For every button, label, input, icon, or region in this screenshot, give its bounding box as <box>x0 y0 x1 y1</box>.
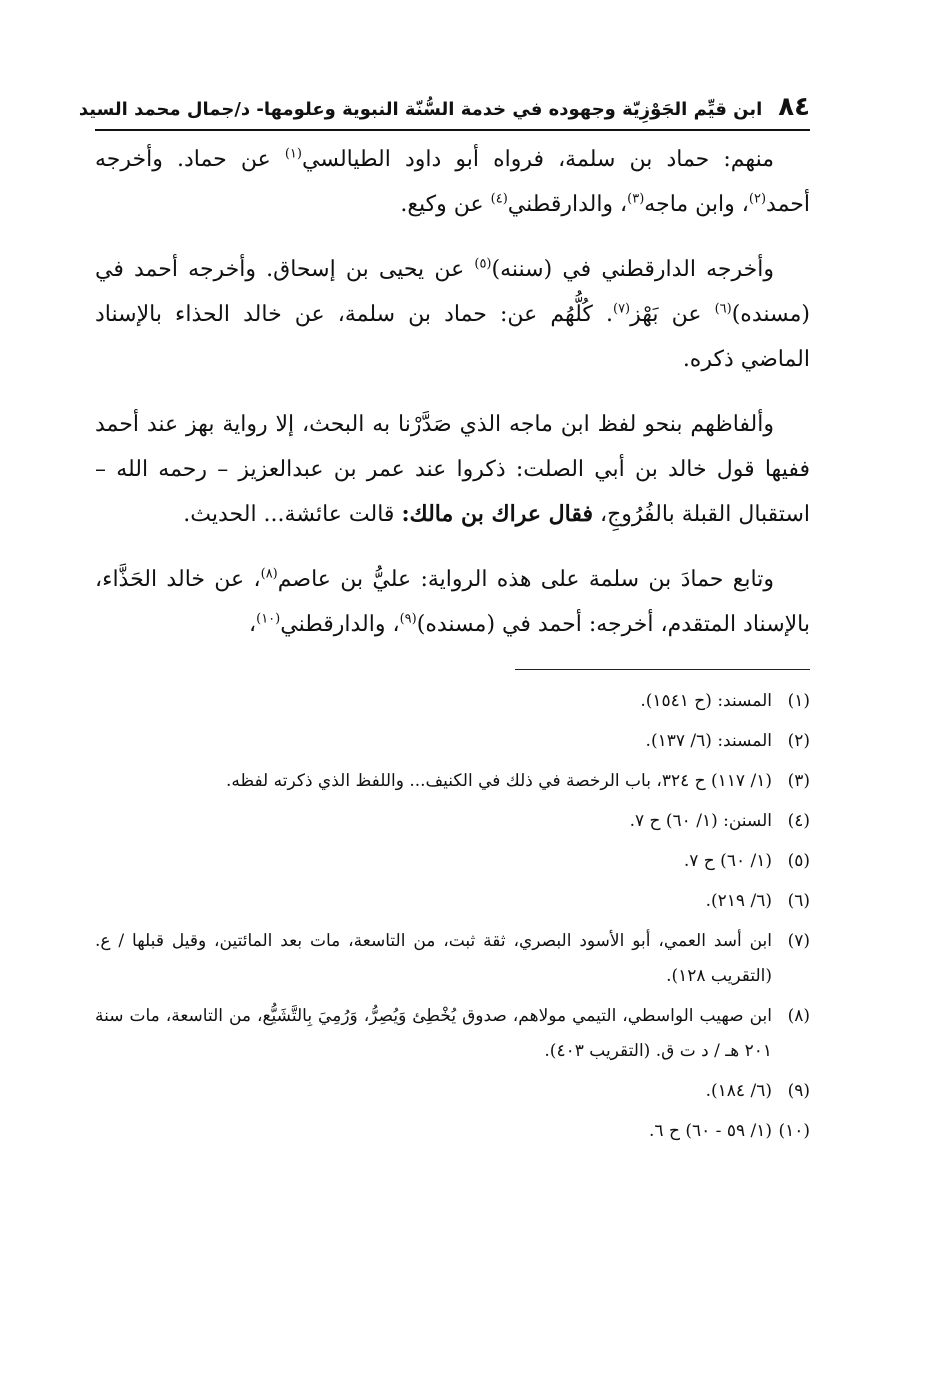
footnote-number: (٩) <box>787 1081 810 1101</box>
footnote-number: (٢) <box>787 731 810 751</box>
footnote-number: (١) <box>787 691 810 711</box>
footnote <box>95 1074 810 1109</box>
text-run: ، <box>249 612 257 637</box>
footnote <box>95 1114 810 1149</box>
text-run: . كُلُّهُم عن: حماد بن سلمة، عن خالد الحذاء بالإسناد الماضي ذكره. <box>95 302 810 372</box>
text-run: منهم: حماد بن سلمة، فرواه أبو داود الطيالسي <box>301 147 774 172</box>
footnote-text: (٦/ ١٨٤). <box>705 1081 772 1101</box>
text-run: ، وابن ماجه <box>644 192 749 217</box>
footnote <box>95 884 810 919</box>
footnote-ref[interactable]: (٢) <box>748 191 767 207</box>
paragraph <box>95 402 810 537</box>
footnote <box>95 684 810 719</box>
text-run: وأخرجه الدارقطني في (سننه) <box>491 257 775 282</box>
footnote-text: ابن أسد العمي، أبو الأسود البصري، ثقة ثبت، من التاسعة، مات بعد المائتين، وقيل قبلها / ع. (التقريب ١٢٨). <box>95 931 772 986</box>
footnote-text: المسند: (٦/ ١٣٧). <box>645 731 772 751</box>
footnote-number: (١٠) <box>778 1121 810 1141</box>
footnote-number: (٧) <box>787 931 810 951</box>
footnote-text: (١/ ١١٧) ح ٣٢٤، باب الرخصة في ذلك في الكنيف... واللفظ الذي ذكرته لفظه. <box>225 771 772 791</box>
text-run: عن وكيع. <box>400 192 491 217</box>
footnote-text: (١/ ٥٩ - ٦٠) ح ٦. <box>649 1121 772 1141</box>
footnote-ref[interactable]: (٦) <box>714 301 732 317</box>
book-page <box>78 85 811 1365</box>
footnote-ref[interactable]: (٣) <box>627 191 645 207</box>
text-run: وتابع حمادَ بن سلمة على هذه الرواية: عليُّ بن عاصم <box>277 567 774 592</box>
footnote <box>95 999 810 1069</box>
footnote <box>95 804 810 839</box>
footnote <box>95 724 810 759</box>
footnote <box>95 764 810 799</box>
bold-text-run: فقال عراك بن مالك: <box>401 501 593 527</box>
footnote-ref[interactable]: (١٠) <box>256 611 281 627</box>
text-run: عن بَهْز <box>630 302 715 327</box>
footnotes <box>95 684 810 1149</box>
footnote <box>95 924 810 994</box>
footnote-divider <box>515 669 810 670</box>
footnote <box>95 844 810 879</box>
text-run: ، والدارقطني <box>280 612 400 637</box>
paragraph <box>95 247 810 382</box>
footnote-ref[interactable]: (٤) <box>490 191 508 207</box>
footnote-ref[interactable]: (٧) <box>612 301 631 317</box>
footnote-text: (٦/ ٢١٩). <box>705 891 772 911</box>
text-run: قالت عائشة... الحديث. <box>183 502 402 527</box>
paragraph <box>95 557 810 647</box>
page-header <box>78 85 810 131</box>
footnote-number: (٤) <box>787 811 810 831</box>
text-run: ، عن خالد الحَذَّاء، بالإسناد المتقدم، أخرجه: أحمد في (مسنده) <box>95 567 810 637</box>
footnote-ref[interactable]: (١) <box>284 146 302 162</box>
footnote-ref[interactable]: (٨) <box>260 566 278 582</box>
footnote-number: (٦) <box>787 891 810 911</box>
footnote-text: (١/ ٦٠) ح ٧. <box>683 851 772 871</box>
text-run: وألفاظهم بنحو لفظ ابن ماجه الذي صَدَّرْنا به البحث، إلا رواية بهز عند أحمد ففيها قول خالد بن أبي الصلت: ذكروا عند عمر بن عبدالعزيز – رحمه الله – استقبال القبلة بالفُرُوجِ، <box>95 412 810 527</box>
text-run: ، والدارقطني <box>507 192 628 217</box>
footnote-number: (٣) <box>787 771 810 791</box>
footnote-text: ابن صهيب الواسطي، التيمي مولاهم، صدوق يُخْطِئ وَيُصِرُّ، وَرُمِيَ بِالتَّشَيُّع، من التاسعة، مات سنة ٢٠١ هـ / د ت ق. (التقريب ٤٠٣). <box>95 1006 772 1061</box>
page-number: ٨٤ <box>778 92 810 122</box>
footnote-text: المسند: (ح ١٥٤١). <box>640 691 772 711</box>
footnote-text: السنن: (١/ ٦٠) ح ٧. <box>629 811 772 831</box>
main-text <box>95 137 810 647</box>
footnote-number: (٥) <box>787 851 810 871</box>
running-title: ابن قيِّم الجَوْزِيّة وجهوده في خدمة السُّنّة النبوية وعلومها- د/جمال محمد السيد <box>78 99 763 120</box>
text-run: عن يحيى بن إسحاق. وأخرجه أحمد في (مسنده) <box>95 257 811 327</box>
paragraph <box>95 137 810 227</box>
footnote-number: (٨) <box>787 1006 810 1026</box>
footnote-ref[interactable]: (٩) <box>399 611 417 627</box>
footnote-ref[interactable]: (٥) <box>474 256 492 272</box>
text-run: عن حماد. وأخرجه أحمد <box>95 147 810 217</box>
